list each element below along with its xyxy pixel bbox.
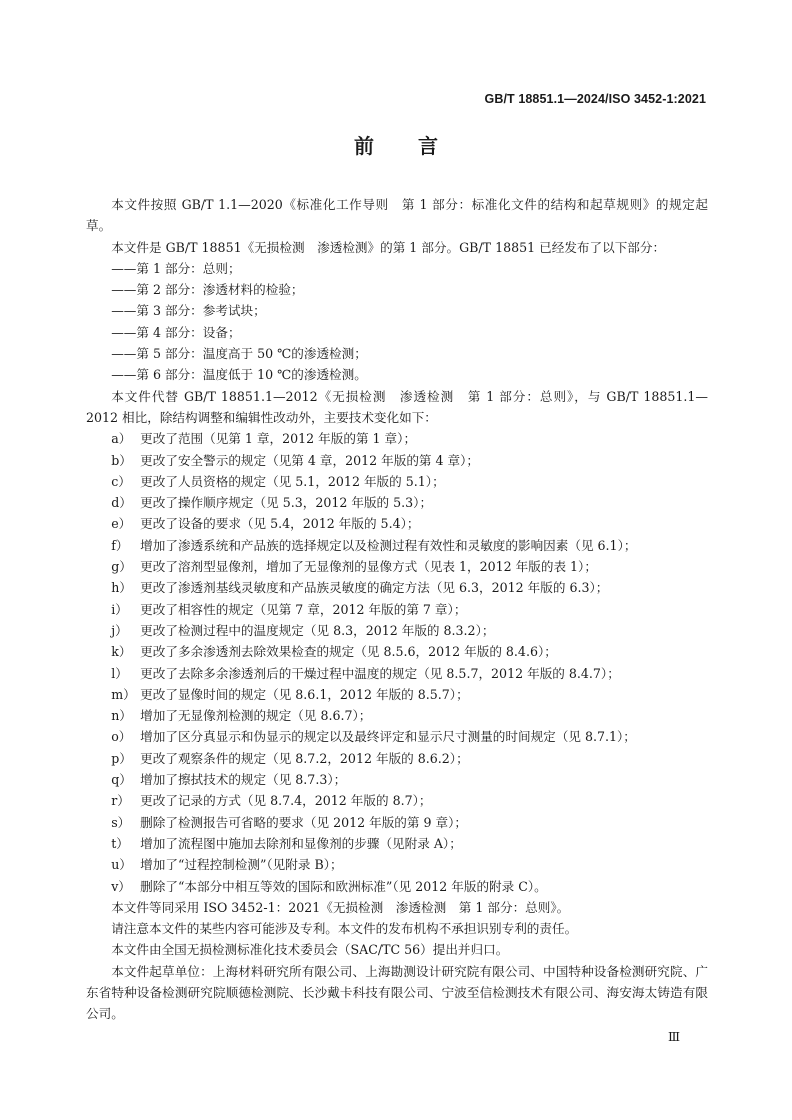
change-text: 更改了去除多余渗透剂后的干燥过程中温度的规定（见 8.5.7，2012 年版的 8.4.7）； xyxy=(140,665,620,681)
change-item xyxy=(111,684,708,705)
paragraph-proposer: 本文件由全国无损检测标准化技术委员会（SAC/TC 56）提出并归口。 xyxy=(111,942,509,958)
change-letter: f） xyxy=(111,537,129,553)
change-letter: b） xyxy=(111,452,132,468)
change-item xyxy=(111,663,708,684)
change-item xyxy=(111,599,708,620)
parts-list-item: ——第 3 部分：参考试块； xyxy=(111,303,266,319)
change-text: 增加了擦拭技术的规定（见 8.7.3）； xyxy=(140,772,347,788)
change-item xyxy=(111,790,708,811)
page-number: Ⅲ xyxy=(667,1029,680,1044)
change-item xyxy=(111,428,708,449)
parts-list-item: ——第 5 部分：温度高于 50 ℃的渗透检测； xyxy=(111,346,367,362)
change-item xyxy=(111,833,708,854)
change-letter: i） xyxy=(111,601,128,617)
change-letter: j） xyxy=(111,622,128,638)
change-text: 更改了多余渗透剂去除效果检查的规定（见 8.5.6，2012 年版的 8.4.6）； xyxy=(140,644,557,660)
change-item xyxy=(111,854,708,875)
change-item xyxy=(111,705,708,726)
change-letter: c） xyxy=(111,473,131,489)
change-item xyxy=(111,748,708,769)
change-item xyxy=(111,450,708,471)
change-letter: h） xyxy=(111,580,132,596)
change-letter: d） xyxy=(111,495,132,511)
paragraph-series-intro: 本文件是 GB/T 18851《无损检测 渗透检测》的第 1 部分。GB/T 18851 已经发布了以下部分： xyxy=(111,239,666,255)
paragraph-replacement: 本文件代替 GB/T 18851.1—2012《无损检测 渗透检测 第 1 部分：总则》，与 GB/T 18851.1—2012 相比，除结构调整和编辑性改动外，主要技术变化如下： xyxy=(86,388,708,425)
change-item xyxy=(111,641,708,662)
change-letter: n） xyxy=(111,708,132,724)
change-letter: e） xyxy=(111,516,132,532)
change-text: 删除了检测报告可省略的要求（见 2012 年版的第 9 章）； xyxy=(140,814,467,830)
change-text: 更改了相容性的规定（见第 7 章，2012 年版的第 7 章）； xyxy=(140,601,467,617)
change-text: 更改了观察条件的规定（见 8.7.2，2012 年版的 8.6.2）； xyxy=(140,750,469,766)
change-text: 更改了溶剂型显像剂，增加了无显像剂的显像方式（见表 1，2012 年版的表 1）； xyxy=(140,559,597,575)
change-letter: r） xyxy=(111,793,130,809)
change-item xyxy=(111,812,708,833)
change-item xyxy=(111,620,708,641)
change-text: 更改了记录的方式（见 8.7.4，2012 年版的 8.7）； xyxy=(140,793,432,809)
change-text: 增加了无显像剂检测的规定（见 8.6.7）； xyxy=(140,708,372,724)
change-text: 增加了区分真显示和伪显示的规定以及最终评定和显示尺寸测量的时间规定（见 8.7.1）； xyxy=(140,729,636,745)
change-text: 删除了“本部分中相互等效的国际和欧洲标准”（见 2012 年版的附录 C）。 xyxy=(140,878,547,894)
change-letter: s） xyxy=(111,814,131,830)
change-item xyxy=(111,556,708,577)
changes-list xyxy=(86,428,708,897)
change-text: 更改了渗透剂基线灵敏度和产品族灵敏度的确定方法（见 6.3，2012 年版的 6.3）； xyxy=(140,580,609,596)
change-item xyxy=(111,769,708,790)
parts-list-item: ——第 6 部分：温度低于 10 ℃的渗透检测。 xyxy=(111,367,367,383)
change-item xyxy=(111,492,708,513)
change-letter: g） xyxy=(111,559,132,575)
change-letter: u） xyxy=(111,857,132,873)
change-letter: m） xyxy=(111,686,136,702)
change-item xyxy=(111,876,708,897)
change-text: 更改了操作顺序规定（见 5.3，2012 年版的 5.3）； xyxy=(140,495,433,511)
parts-list-item: ——第 4 部分：设备； xyxy=(111,324,241,340)
change-text: 增加了流程图中施加去除剂和显像剂的步骤（见附录 A）； xyxy=(140,835,462,851)
change-item xyxy=(111,535,708,556)
paragraph-drafting-units: 本文件起草单位：上海材料研究所有限公司、上海勘测设计研究院有限公司、中国特种设备检测研究院、广东省特种设备检测研究院顺德检测院、长沙戴卡科技有限公司、宁波至信检测技术有限公司、海安海太铸造有限公司。 xyxy=(86,963,708,1022)
change-item xyxy=(111,726,708,747)
change-letter: o） xyxy=(111,729,132,745)
change-letter: v） xyxy=(111,878,131,894)
change-text: 更改了范围（见第 1 章，2012 年版的第 1 章）； xyxy=(140,431,417,447)
change-letter: q） xyxy=(111,772,132,788)
change-text: 更改了检测过程中的温度规定（见 8.3，2012 年版的 8.3.2）； xyxy=(140,622,495,638)
change-letter: a） xyxy=(111,431,132,447)
change-letter: k） xyxy=(111,644,132,660)
change-letter: p） xyxy=(111,750,132,766)
parts-list xyxy=(86,258,708,386)
paragraph-drafting-rules: 本文件按照 GB/T 1.1—2020《标准化工作导则 第 1 部分：标准化文件的结构和起草规则》的规定起草。 xyxy=(86,197,708,234)
change-text: 增加了“过程控制检测”（见附录 B）； xyxy=(140,857,343,873)
parts-list-item: ——第 2 部分：渗透材料的检验； xyxy=(111,282,304,298)
change-item xyxy=(111,471,708,492)
foreword-body xyxy=(86,194,708,1025)
change-letter: t） xyxy=(111,835,129,851)
change-text: 更改了显像时间的规定（见 8.6.1，2012 年版的 8.5.7）； xyxy=(140,686,469,702)
parts-list-item: ——第 1 部分：总则； xyxy=(111,260,241,276)
change-text: 增加了渗透系统和产品族的选择规定以及检测过程有效性和灵敏度的影响因素（见 6.1）； xyxy=(140,537,637,553)
change-text: 更改了人员资格的规定（见 5.1，2012 年版的 5.1）； xyxy=(140,473,445,489)
change-text: 更改了设备的要求（见 5.4，2012 年版的 5.4）； xyxy=(140,516,420,532)
paragraph-equivalence: 本文件等同采用 ISO 3452-1：2021《无损检测 渗透检测 第 1 部分：总则》。 xyxy=(111,899,570,915)
paragraph-patent-notice: 请注意本文件的某些内容可能涉及专利。本文件的发布机构不承担识别专利的责任。 xyxy=(111,921,578,937)
page-title: 前言 xyxy=(354,134,482,158)
change-letter: l） xyxy=(111,665,128,681)
change-text: 更改了安全警示的规定（见第 4 章，2012 年版的第 4 章）； xyxy=(140,452,480,468)
change-item xyxy=(111,513,708,534)
change-item xyxy=(111,577,708,598)
standard-number: GB/T 18851.1—2024/ISO 3452-1:2021 xyxy=(484,92,706,106)
